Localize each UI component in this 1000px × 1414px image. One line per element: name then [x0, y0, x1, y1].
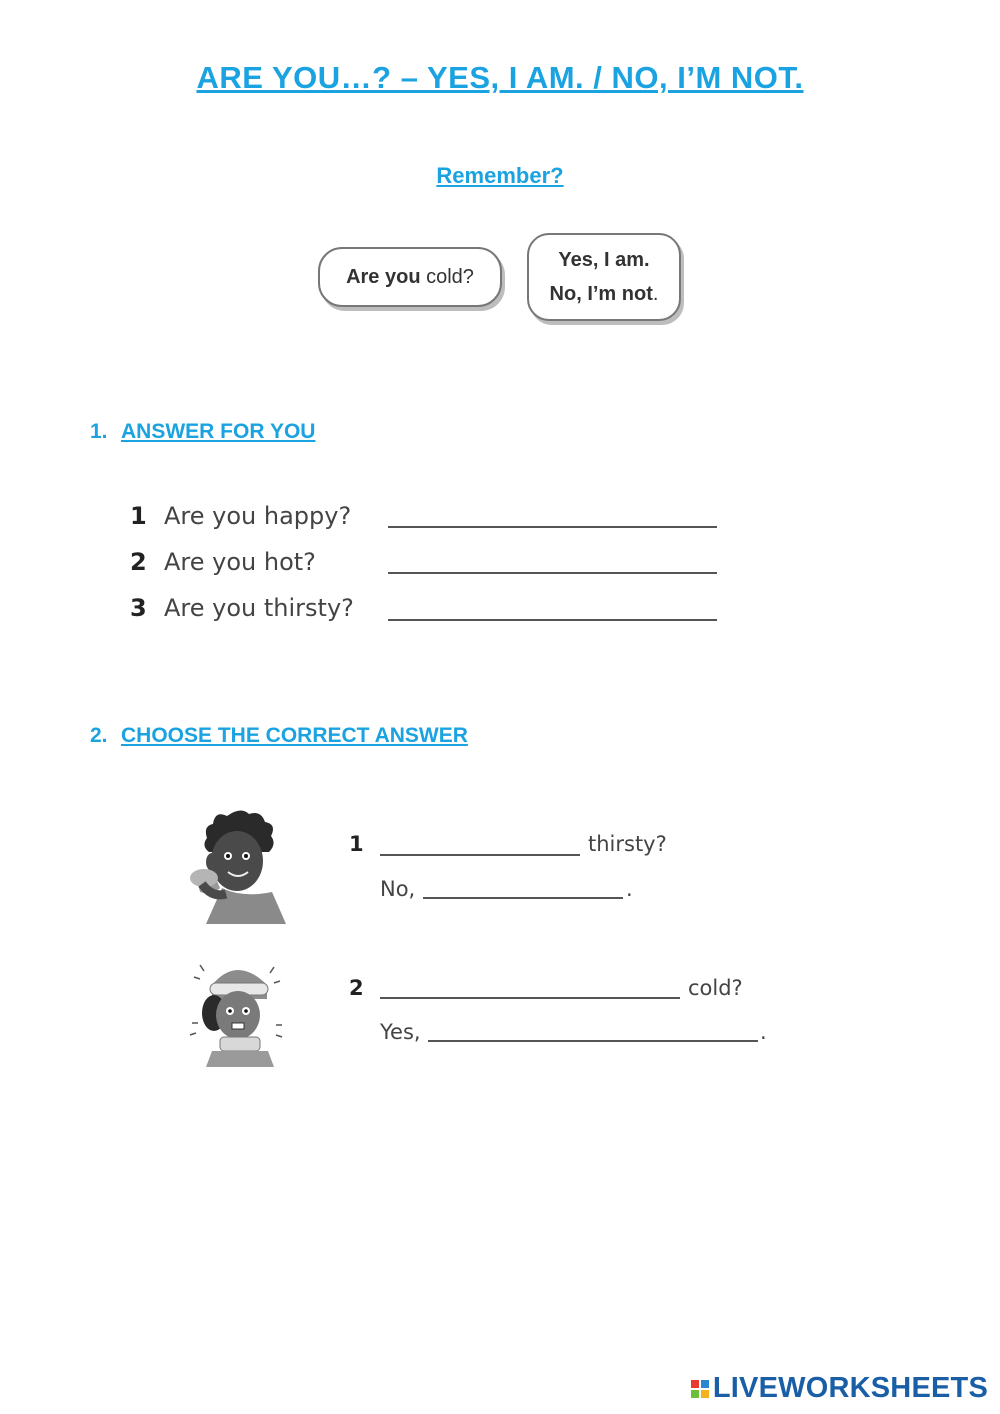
section-2-number: 2.: [90, 724, 108, 747]
question-text: Are you hot?: [164, 548, 316, 576]
cold-girl-illustration: [182, 955, 292, 1067]
answer-end-text: .: [626, 877, 633, 901]
section-2-heading: [90, 724, 468, 748]
answer-blank-2[interactable]: [428, 1040, 758, 1042]
question-number: 2: [130, 548, 147, 576]
logo-text: LIVEWORKSHEETS: [712, 1372, 988, 1404]
section-1-heading: [90, 420, 315, 444]
answer-line-1[interactable]: [388, 526, 717, 528]
answer-end-text: .: [760, 1020, 767, 1044]
question-text: Are you thirsty?: [164, 594, 354, 622]
logo-grid-icon: [691, 1380, 709, 1398]
question-row: [130, 594, 354, 622]
section-1-number: 1.: [90, 420, 108, 443]
question-text: Are you happy?: [164, 502, 352, 530]
question-row: [130, 502, 351, 530]
page-title: ARE YOU…? – YES, I AM. / NO, I’M NOT.: [196, 60, 804, 95]
answer-line-3[interactable]: [388, 619, 717, 621]
answer-no-text: No, I’m not: [549, 283, 653, 305]
liveworksheets-logo: [691, 1372, 988, 1405]
section-1-title: ANSWER FOR YOU: [121, 420, 316, 443]
question-bubble: [318, 247, 502, 307]
question-row: [130, 548, 316, 576]
exercise-number: 1: [349, 832, 364, 856]
question-rest-text: cold?: [420, 265, 474, 288]
answer-yes-text: Yes, I am.: [558, 249, 650, 271]
remember-heading: Remember?: [436, 163, 564, 188]
question-end-text: cold?: [688, 976, 743, 1000]
question-blank-2[interactable]: [380, 997, 680, 999]
question-number: 1: [130, 502, 147, 530]
question-bold-text: Are you: [346, 265, 421, 288]
exercise-number: 2: [349, 976, 364, 1000]
question-blank-1[interactable]: [380, 854, 580, 856]
section-2-title: CHOOSE THE CORRECT ANSWER: [121, 724, 468, 747]
answer-start-text: No,: [380, 877, 416, 901]
answer-line-2[interactable]: [388, 572, 717, 574]
answer-bubble: Yes, I am. No, I’m not.: [527, 233, 681, 321]
question-number: 3: [130, 594, 147, 622]
thirsty-boy-illustration: [182, 806, 292, 926]
answer-blank-1[interactable]: [423, 897, 623, 899]
question-end-text: thirsty?: [588, 832, 667, 856]
answer-start-text: Yes,: [380, 1020, 421, 1044]
